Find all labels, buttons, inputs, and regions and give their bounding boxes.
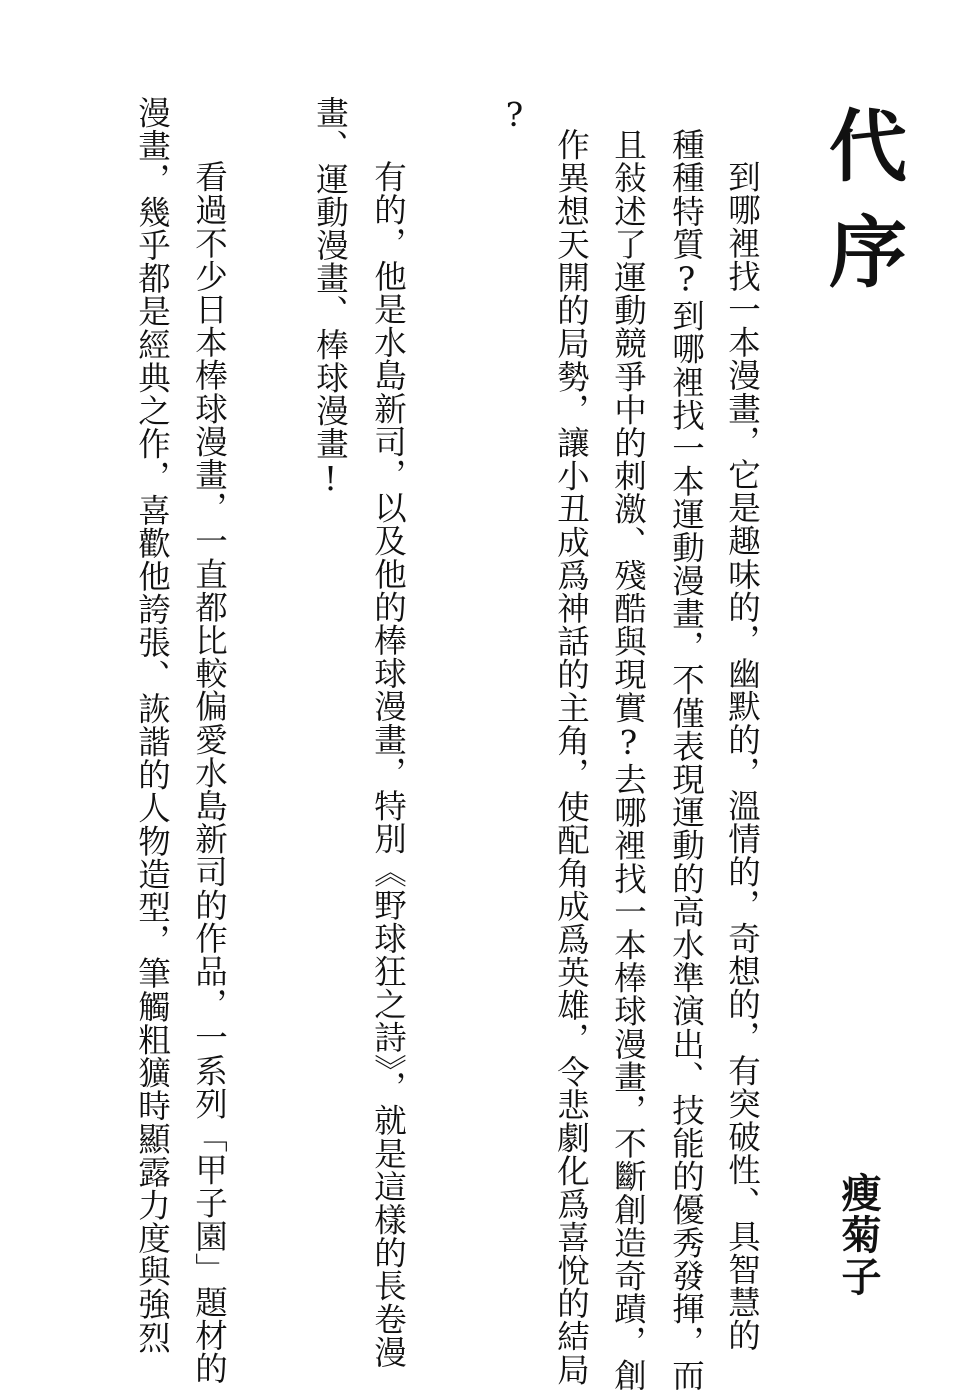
paragraph-line-5: ? — [495, 96, 534, 135]
paragraph-line-7: 畫、運動漫畫、棒球漫畫! — [311, 96, 350, 499]
paragraph-line-8: 看過不少日本棒球漫畫，一直都比較偏愛水島新司的作品，一系列「甲子園」題材的 — [190, 160, 229, 1385]
paragraph-line-3: 且敍述了運動競爭中的刺激、殘酷與現實?去哪裡找一本棒球漫畫，不斷創造奇蹟，創 — [609, 128, 648, 1392]
paragraph-line-9: 漫畫，幾乎都是經典之作，喜歡他誇張、詼諧的人物造型，筆觸粗獷時顯露力度與強烈 — [133, 96, 172, 1354]
paragraph-line-2: 種種特質?到哪裡找一本運動漫畫，不僅表現運動的高水準演出、技能的優秀發揮，而 — [667, 128, 706, 1392]
page-title: 代序 — [816, 105, 906, 317]
author-name: 瘦菊子 — [835, 1172, 881, 1298]
paragraph-line-1: 到哪裡找一本漫畫，它是趣味的，幽默的，溫情的，奇想的，有突破性、具智慧的 — [723, 160, 762, 1352]
paragraph-line-4: 作異想天開的局勢，讓小丑成爲神話的主角，使配角成爲英雄，令悲劇化爲喜悅的結局 — [552, 128, 591, 1386]
paragraph-line-6: 有的，他是水島新司，以及他的棒球漫畫，特別《野球狂之詩》，就是這樣的長卷漫 — [369, 160, 408, 1369]
